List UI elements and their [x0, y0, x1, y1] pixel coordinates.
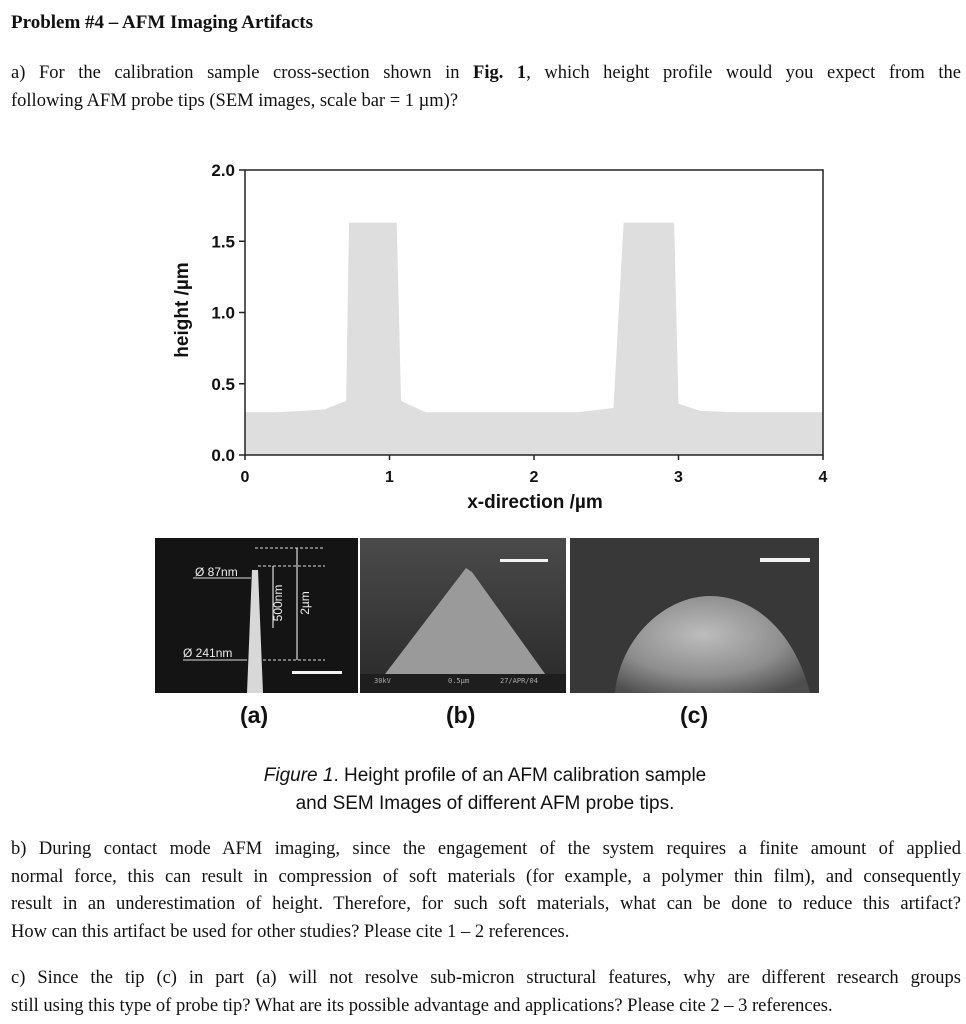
part-b-line-3: result in an underestimation of height. Therefore, for such soft materials, what can be done to reduce this artifact? — [11, 894, 961, 914]
x-tick-label: 2 — [529, 469, 539, 486]
sem-voltage: 30kV — [374, 677, 391, 685]
panel-label-c: (c) — [680, 702, 709, 728]
part-a-line-2: following AFM probe tips (SEM images, scale bar = 1 µm)? — [11, 90, 459, 111]
part-b-line-1: b) During contact mode AFM imaging, since the engagement of the system requires a finite amount of applied — [11, 839, 961, 859]
scale-bar-c — [760, 558, 810, 562]
part-c-line-1: c) Since the tip (c) in part (a) will not resolve sub-micron structural features, why are different research groups — [11, 968, 961, 988]
part-c-line-2: still using this type of probe tip? What are its possible advantage and applications? Please cite 2 – 3 references. — [11, 995, 833, 1016]
part-a-line-1 — [11, 60, 961, 88]
x-tick-label: 4 — [818, 469, 828, 486]
caption-fig-number: Figure 1 — [263, 765, 334, 786]
sem-image-tip-b — [360, 538, 566, 693]
panel-label-a: (a) — [240, 702, 269, 728]
part-a-prefix: a) For the calibration sample cross-section shown in — [11, 63, 474, 83]
x-tick-label: 3 — [674, 469, 683, 486]
y-tick-label: 1.5 — [211, 232, 235, 252]
y-tick-label: 0.5 — [211, 374, 235, 394]
panel-label-b: (b) — [446, 702, 476, 728]
chart-plot-area — [211, 161, 827, 486]
sem-image-tip-a — [155, 538, 358, 693]
problem-title: Problem #4 – AFM Imaging Artifacts — [11, 12, 314, 33]
sem-scale: 0.5µm — [448, 677, 470, 685]
fig-reference: Fig. 1 — [473, 63, 527, 83]
scale-bar-b — [500, 559, 548, 562]
caption-line-2: and SEM Images of different AFM probe tips. — [295, 793, 675, 814]
profile-area — [245, 223, 823, 455]
diameter-bottom-label: Ø 241nm — [183, 646, 233, 660]
y-tick-label: 0.0 — [211, 446, 235, 465]
part-c-question — [11, 965, 961, 1020]
part-b-question — [11, 836, 961, 946]
caption-line-1 — [200, 762, 770, 790]
sem-image-tip-c — [570, 538, 819, 693]
figure-caption — [200, 762, 770, 818]
x-axis-label: x-direction /µm — [467, 492, 603, 513]
x-tick-label: 1 — [385, 469, 394, 486]
dim-500nm-label: 500nm — [271, 584, 285, 622]
sem-date: 27/APR/04 — [500, 677, 538, 685]
y-tick-label: 1.0 — [211, 303, 235, 323]
height-profile-chart — [160, 150, 840, 530]
part-a-suffix: , which height profile would you expect from the — [526, 63, 961, 83]
caption-text-1: . Height profile of an AFM calibration sample — [333, 765, 707, 786]
y-tick-label: 2.0 — [211, 161, 235, 180]
y-axis-label: height /µm — [172, 262, 193, 358]
diameter-top-label: Ø 87nm — [195, 565, 238, 579]
scale-bar-a — [292, 671, 342, 674]
part-b-line-2: normal force, this can result in compression of soft materials (for example, a polymer thin film), and consequently — [11, 866, 961, 887]
part-b-line-4: How can this artifact be used for other studies? Please cite 1 – 2 references. — [11, 921, 570, 942]
dim-2um-label: 2µm — [298, 591, 312, 615]
x-tick-label: 0 — [240, 469, 250, 486]
part-a-question — [11, 60, 961, 115]
